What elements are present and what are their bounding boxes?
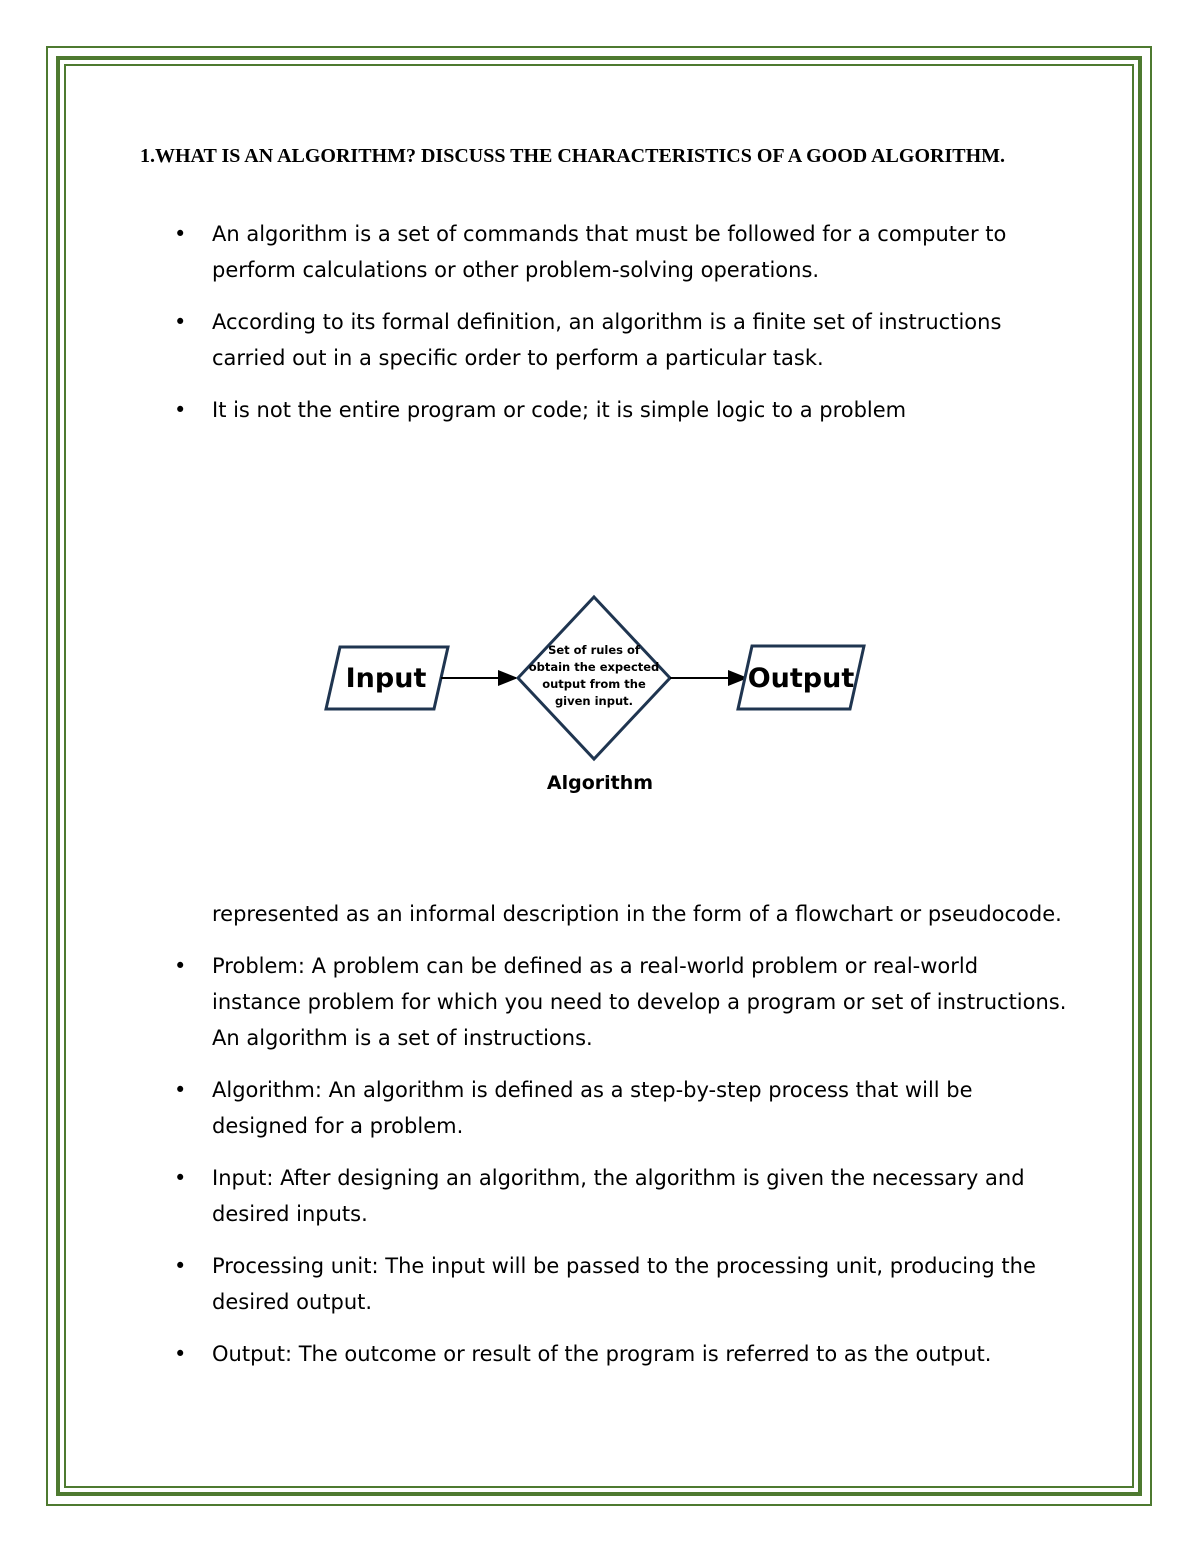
list-item: • An algorithm is a set of commands that must be followed for a computer to perform calculations or other problem-solving operations. <box>0 216 1072 288</box>
list-item: • Input: After designing an algorithm, the algorithm is given the necessary and desired inputs. <box>0 1160 1072 1232</box>
bullet-icon: • <box>174 222 187 246</box>
list-item: • Algorithm: An algorithm is defined as a step-by-step process that will be designed for a problem. <box>0 1072 1072 1144</box>
bullet-icon: • <box>174 398 187 422</box>
rule-text-line: obtain the expected <box>528 660 660 674</box>
list-item: • According to its formal definition, an algorithm is a finite set of instructions carried out in a specific order to perform a particular task. <box>0 304 1072 376</box>
rule-text-line: given input. <box>554 694 634 708</box>
definition-list <box>0 216 1072 444</box>
algorithm-caption: Algorithm <box>546 772 654 794</box>
bullet-icon: • <box>174 1166 187 1190</box>
output-label: Output <box>747 663 855 694</box>
rule-text-line: Set of rules of <box>548 643 640 657</box>
components-section <box>0 896 1072 1388</box>
algorithm-diagram <box>310 585 880 805</box>
bullet-icon: • <box>174 954 187 978</box>
bullet-icon: • <box>174 1254 187 1278</box>
list-item: • Problem: A problem can be defined as a real-world problem or real-world instance problem for which you need to develop a program or set of instructions. An algorithm is a set of instructions. <box>0 948 1072 1056</box>
question-heading: 1.WHAT IS AN ALGORITHM? DISCUSS THE CHARACTERISTICS OF A GOOD ALGORITHM. <box>140 145 1005 167</box>
list-item: • Output: The outcome or result of the program is referred to as the output. <box>0 1336 1072 1372</box>
bullet-icon: • <box>174 310 187 334</box>
list-item: • It is not the entire program or code; it is simple logic to a problem <box>0 392 1072 428</box>
components-list <box>0 948 1072 1372</box>
list-item: • Processing unit: The input will be passed to the processing unit, producing the desired output. <box>0 1248 1072 1320</box>
bullet-icon: • <box>174 1078 187 1102</box>
continuation-text: represented as an informal description in the form of a flowchart or pseudocode. <box>212 902 1062 926</box>
rule-text-line: output from the <box>542 677 646 691</box>
bullet-icon: • <box>174 1342 187 1366</box>
input-label: Input <box>345 663 427 694</box>
